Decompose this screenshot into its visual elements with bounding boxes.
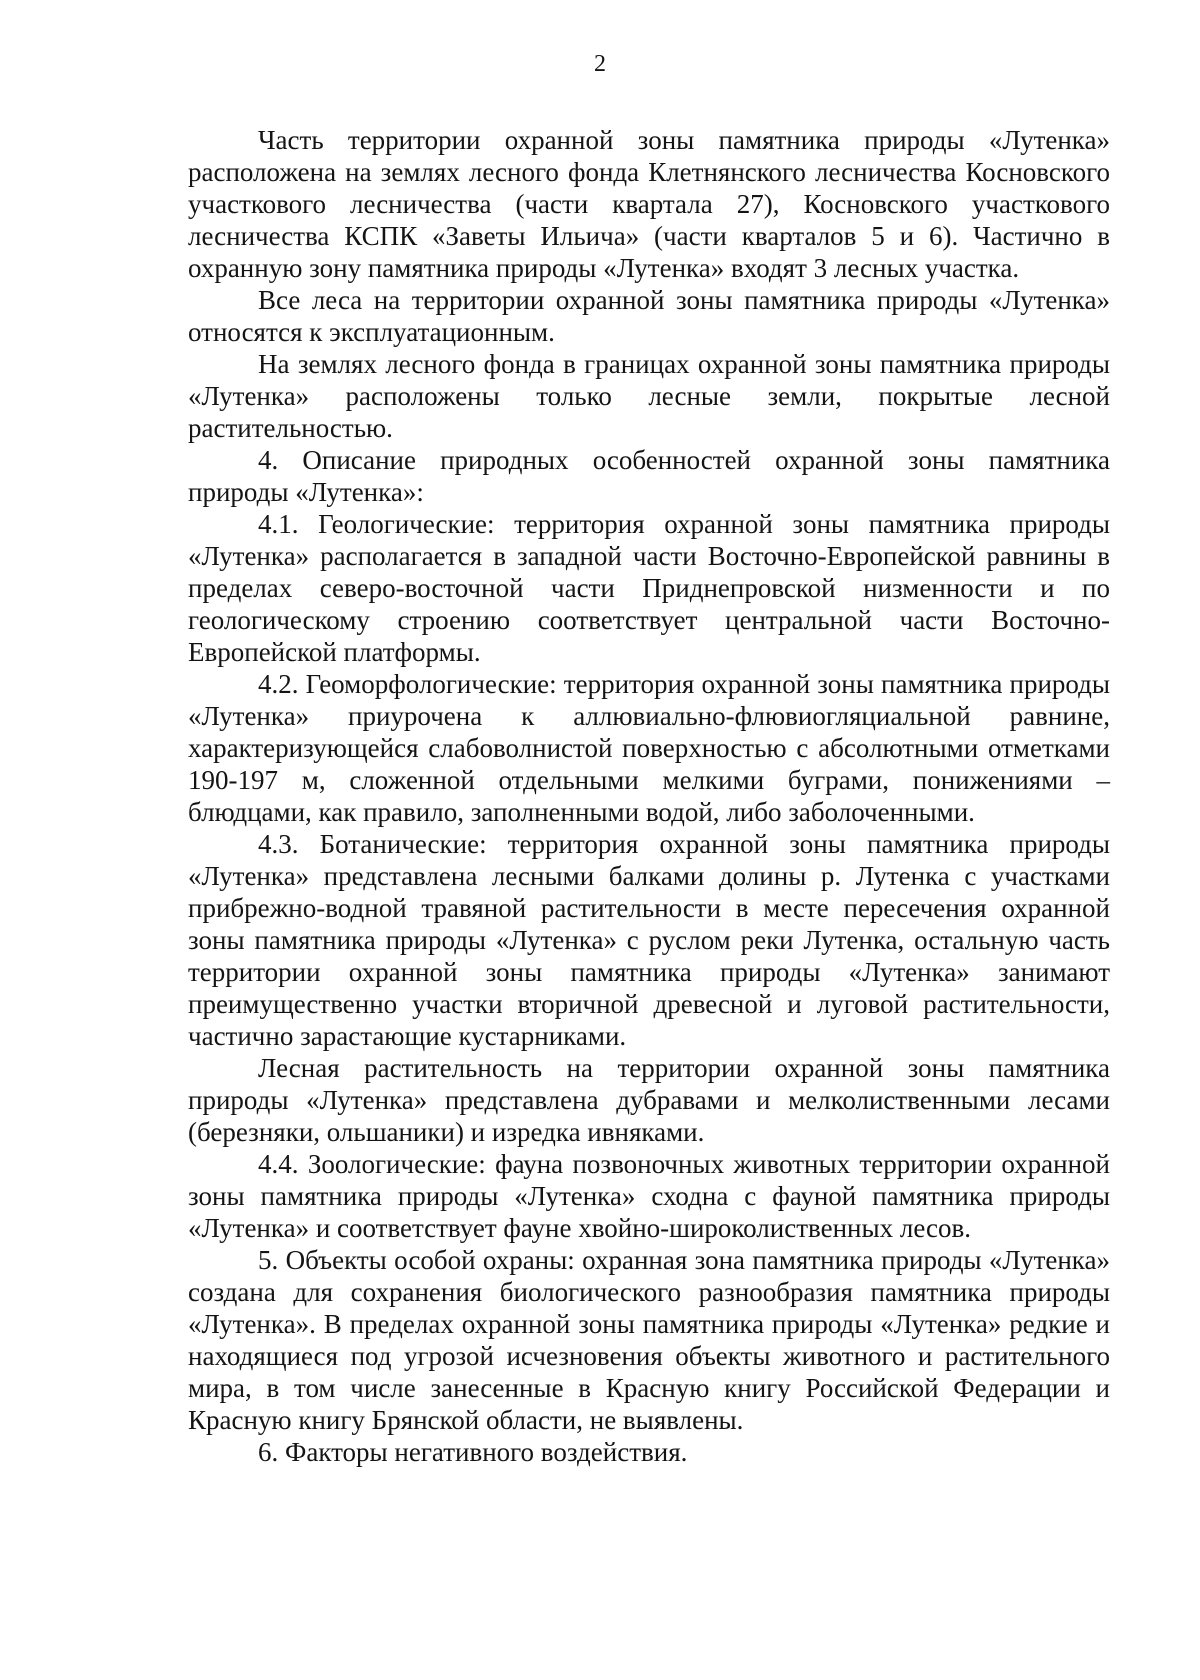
- paragraph-forest-lands: На землях лесного фонда в границах охранной зоны памятника природы «Лутенка» расположены только лесные земли, покрытые лесной растительностью.: [188, 349, 1110, 443]
- paragraph-forest-vegetation: Лесная растительность на территории охранной зоны памятника природы «Лутенка» представлена дубравами и мелколиственными лесами (березняки, ольшаники) и изредка ивняками.: [188, 1053, 1110, 1147]
- section-6-negative-factors: 6. Факторы негативного воздействия.: [258, 1437, 688, 1467]
- section-4-1-geological: 4.1. Геологические: территория охранной зоны памятника природы «Лутенка» располагается в западной части Восточно-Европейской равнины в пределах северо-восточной части Приднепровской низменности и по геологическому строению соответствует центральной части Восточно-Европейской платформы.: [188, 509, 1110, 667]
- section-4-4-zoological: 4.4. Зоологические: фауна позвоночных животных территории охранной зоны памятника природы «Лутенка» сходна с фауной памятника природы «Лутенка» и соответствует фауне хвойно-широколиственных лесов.: [188, 1149, 1110, 1243]
- section-5-protected-objects: 5. Объекты особой охраны: охранная зона памятника природы «Лутенка» создана для сохранения биологического разнообразия памятника природы «Лутенка». В пределах охранной зоны памятника природы «Лутенка» редкие и находящиеся под угрозой исчезновения объекты животного и растительного мира, в том числе занесенные в Красную книгу Российской Федерации и Красную книгу Брянской области, не выявлены.: [188, 1245, 1110, 1435]
- document-body: [188, 124, 1110, 1468]
- paragraph-territory-location: Часть территории охранной зоны памятника природы «Лутенка» расположена на землях лесного фонда Клетнянского лесничества Косновского участкового лесничества (части квартала 27), Косновского участкового лесничества КСПК «Заветы Ильича» (части кварталов 5 и 6). Частично в охранную зону памятника природы «Лутенка» входят 3 лесных участка.: [188, 125, 1110, 283]
- page-number: 2: [594, 51, 606, 77]
- section-4-3-botanical: 4.3. Ботанические: территория охранной зоны памятника природы «Лутенка» представлена лесными балками долины р. Лутенка с участками прибрежно-водной травяной растительности в месте пересечения охранной зоны памятника природы «Лутенка» с руслом реки Лутенка, остальную часть территории охранной зоны памятника природы «Лутенка» занимают преимущественно участки вторичной древесной и луговой растительности, частично зарастающие кустарниками.: [188, 829, 1110, 1051]
- paragraph-forest-category: Все леса на территории охранной зоны памятника природы «Лутенка» относятся к эксплуатационным.: [188, 285, 1110, 347]
- section-4-2-geomorphological: 4.2. Геоморфологические: территория охранной зоны памятника природы «Лутенка» приурочена к аллювиально-флювиогляциальной равнине, характеризующейся слабоволнистой поверхностью с абсолютными отметками 190-197 м, сложенной отдельными мелкими буграми, понижениями – блюдцами, как правило, заполненными водой, либо заболоченными.: [188, 669, 1110, 827]
- section-4-heading: 4. Описание природных особенностей охранной зоны памятника природы «Лутенка»:: [188, 445, 1110, 507]
